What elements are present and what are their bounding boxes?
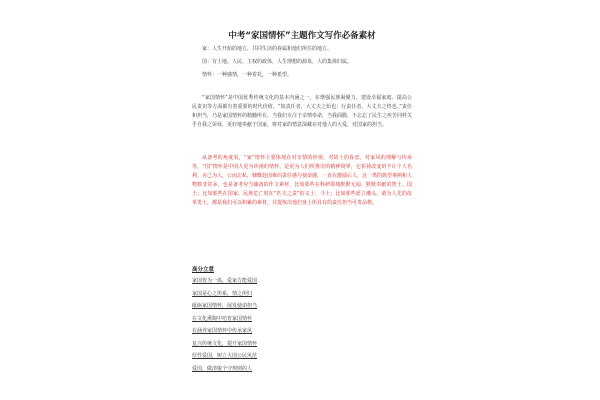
list-item: 厚性爱国，树立大国公民风范 bbox=[192, 353, 258, 359]
list-item: 家国皆为一体，爱家方能爱国 bbox=[192, 278, 258, 284]
list-item: 在涵养家国情怀中传承家风 bbox=[192, 328, 253, 334]
highlights-heading: 高分立意 bbox=[192, 267, 215, 273]
definition-family: 家：人生开始的地方，共同生活的眷属和他们所住的地方。 bbox=[202, 46, 333, 52]
exam-paragraph: 从备考的角度看，“家”情怀主要体现在对亲情的珍视，对故土的眷恋，对家风的理解与传承等，“国”情怀是中国人更为珍视的情怀，是更为人们所推崇的精神境界，它祈祷改变的不计个人名利，舍己为人，公而忘私，慷慨赴国难的责任感与使命感，一直在激励后人，这一类的典型事例和人物数非常多，也是备考应当储备的作文素材，比如那些在科研领域默默无闻、默默奉献的智士、国士；比如那些在国家、民族危亡时在“匹夫之责”的义士、斗士；比如那些愿立潮头、敢为人先的改革勇士，都是我们可以积累的素材，并提炼出他们身上所具有的责任担当可贵品格。 bbox=[192, 155, 413, 206]
list-item: 在文化熏陶中培育家国情怀 bbox=[192, 315, 253, 322]
definition-nation: 国：有土地、人民、主权的政体，人生理想的源泉，人的集体归属。 bbox=[202, 59, 353, 65]
list-item: 家国是心之所系，情之所归 bbox=[192, 290, 253, 297]
list-item: 砥砺家国情怀，展发使命担当 bbox=[192, 303, 258, 309]
document-page bbox=[182, 0, 422, 400]
list-item: 爱国，做清俊个守规则的人 bbox=[192, 365, 253, 372]
list-item: 复兴传统文化，提升家国情怀 bbox=[192, 340, 258, 347]
definition-sentiment: 情怀：一种感情，一种着托，一种希望。 bbox=[202, 72, 293, 78]
intro-paragraph: “家国情怀”是中国优秀传统文化的基本内涵之一，在增强民族凝聚力、建设幸福家庭、提高公民责识等方面都有着重要的时代价值。“知责任者，大丈夫之始也；行责任者，大丈夫之终也。”责任和担当，乃是家国情怀的精髓所在。当我们专注于亲情奉命，当我面膜，不忘忘了民生之疾苦同样关乎自我之荣辱，更好地奉献于国家，将对家的情意深藏在对他人的大爱，对国家的担当。 bbox=[192, 95, 413, 128]
highlights-list bbox=[192, 278, 257, 378]
document-title: 中考“家国情怀”主题作文写作必备素材 bbox=[228, 31, 376, 41]
